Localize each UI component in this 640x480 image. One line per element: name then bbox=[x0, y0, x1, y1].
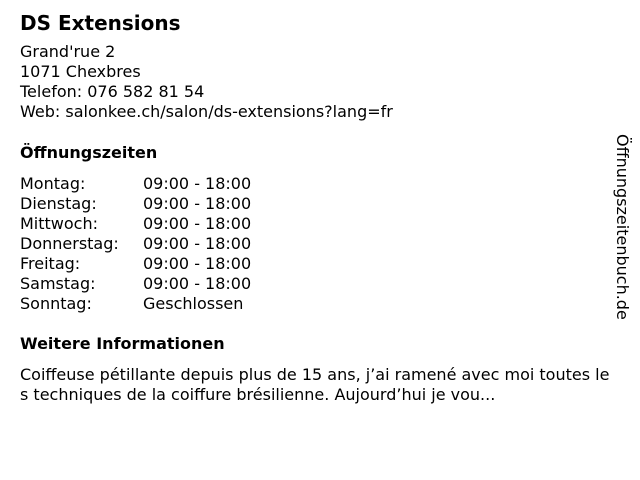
description-text: Coiffeuse pétillante depuis plus de 15 ans, j’ai ramené avec moi toutes les techniques de la coiffure brésilienne. Aujourd’hui je vou... bbox=[20, 365, 610, 404]
hours-time: 09:00 - 18:00 bbox=[143, 174, 252, 193]
hours-day: Sonntag: bbox=[20, 294, 92, 313]
hours-time: 09:00 - 18:00 bbox=[143, 194, 252, 213]
hours-row-thursday bbox=[20, 234, 610, 254]
hours-time: 09:00 - 18:00 bbox=[143, 274, 252, 293]
more-info-heading: Weitere Informationen bbox=[20, 334, 225, 353]
business-card bbox=[20, 10, 610, 405]
hours-day: Dienstag: bbox=[20, 194, 97, 213]
address-block bbox=[20, 42, 610, 122]
phone-number: Telefon: 076 582 81 54 bbox=[20, 82, 205, 101]
hours-row-tuesday bbox=[20, 194, 610, 214]
hours-row-saturday bbox=[20, 274, 610, 294]
postal-city: 1071 Chexbres bbox=[20, 62, 141, 81]
hours-time: 09:00 - 18:00 bbox=[143, 234, 252, 253]
brand-watermark: Öffnungszeitenbuch.de bbox=[613, 134, 632, 320]
hours-time: 09:00 - 18:00 bbox=[143, 214, 252, 233]
opening-hours-table bbox=[20, 174, 610, 314]
street-address: Grand'rue 2 bbox=[20, 42, 116, 61]
hours-row-monday bbox=[20, 174, 610, 194]
hours-day: Samstag: bbox=[20, 274, 96, 293]
website-link[interactable]: Web: salonkee.ch/salon/ds-extensions?lang=fr bbox=[20, 102, 393, 121]
hours-row-friday bbox=[20, 254, 610, 274]
opening-hours-heading: Öffnungszeiten bbox=[20, 143, 158, 162]
hours-time: Geschlossen bbox=[143, 294, 244, 313]
hours-row-wednesday bbox=[20, 214, 610, 234]
hours-time: 09:00 - 18:00 bbox=[143, 254, 252, 273]
hours-row-sunday bbox=[20, 294, 610, 314]
hours-day: Donnerstag: bbox=[20, 234, 119, 253]
hours-day: Freitag: bbox=[20, 254, 81, 273]
business-name: DS Extensions bbox=[20, 11, 181, 35]
hours-day: Montag: bbox=[20, 174, 86, 193]
hours-day: Mittwoch: bbox=[20, 214, 98, 233]
